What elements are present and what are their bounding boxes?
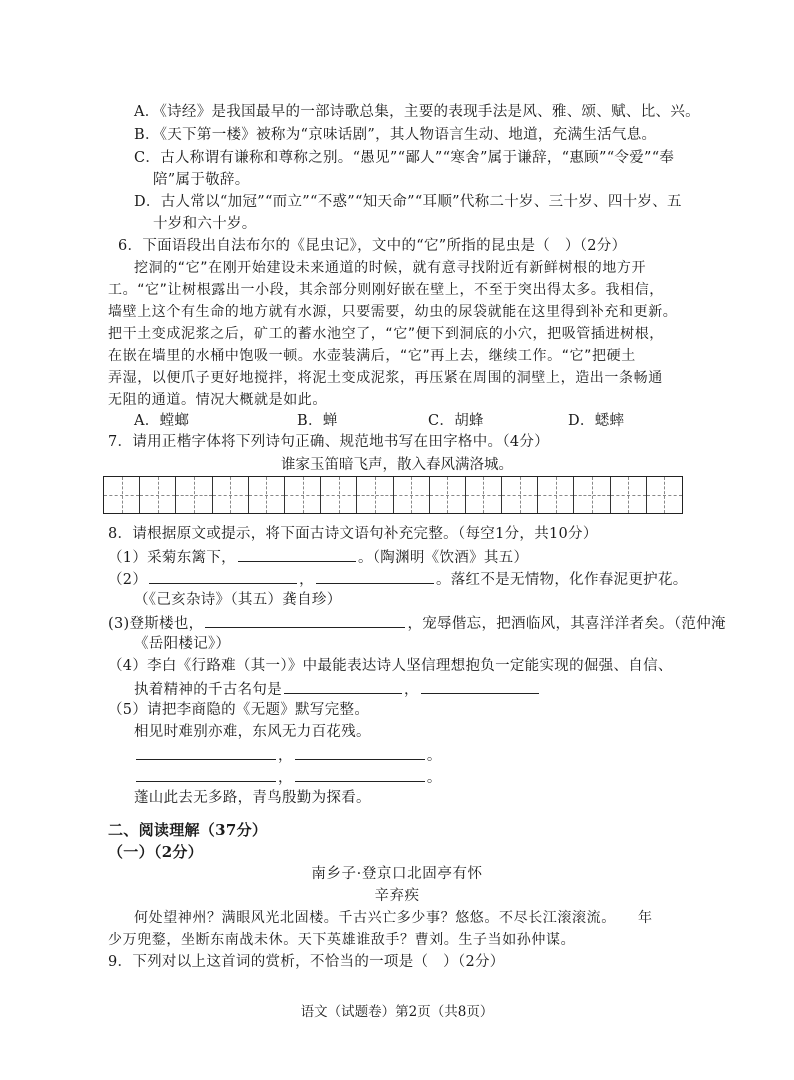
q8-item2-comma: ， bbox=[299, 572, 314, 588]
page-footer: 语文（试题卷）第2页（共8页） bbox=[300, 1004, 494, 1020]
answer-blank[interactable] bbox=[295, 766, 425, 782]
q6-option-b: B．蝉 bbox=[297, 413, 338, 429]
q8-item5-given-line2: 蓬山此去无多路，青鸟殷勤为探看。 bbox=[134, 790, 371, 806]
poem-title: 南乡子·登京口北固亭有怀 bbox=[311, 866, 483, 882]
q5-option-b: B．《天下第一楼》被称为“京味话剧”，其人物语言生动、地道，充满生活气息。 bbox=[134, 127, 657, 143]
answer-blank[interactable] bbox=[421, 678, 539, 694]
poem-author: 辛弃疾 bbox=[374, 888, 420, 904]
grid-cell[interactable] bbox=[430, 477, 466, 513]
q8-stem: 8．请根据原文或提示，将下面古诗文语句补充完整。（每空1分，共10分） bbox=[108, 526, 598, 542]
grid-cell[interactable] bbox=[538, 477, 574, 513]
poem-line2: 少万兜鍪，坐断东南战未休。天下英雄谁敌手？曹刘。生子当如孙仲谋。 bbox=[108, 932, 576, 948]
grid-cell[interactable] bbox=[176, 477, 212, 513]
q6-passage-line1: 挖洞的“它”在刚开始建设未来通道的时候，就有意寻找附近有新鲜树根的地方开 bbox=[134, 260, 647, 276]
grid-cell[interactable] bbox=[249, 477, 285, 513]
answer-blank[interactable] bbox=[295, 744, 425, 760]
grid-cell[interactable] bbox=[213, 477, 249, 513]
grid-cell[interactable] bbox=[104, 477, 140, 513]
q8-item3-source: 《岳阳楼记》） bbox=[134, 636, 231, 652]
q8-item2 bbox=[108, 568, 688, 590]
answer-blank[interactable] bbox=[136, 744, 276, 760]
q8-item5-blank-line1 bbox=[134, 744, 442, 766]
grid-cell[interactable] bbox=[140, 477, 176, 513]
q5-option-c-line2: 陪”属于敬辞。 bbox=[153, 172, 250, 188]
grid-cell[interactable] bbox=[321, 477, 357, 513]
q6-passage-line6: 弄湿，以便爪子更好地搅拌，将泥土变成泥浆，再压紧在周围的洞壁上，造出一条畅通 bbox=[108, 370, 663, 386]
q8-item1 bbox=[108, 546, 528, 568]
q8-item1-text: （1）采菊东篱下， bbox=[108, 550, 236, 566]
q8-item1-source: 。（陶渊明《饮酒》其五） bbox=[357, 550, 529, 566]
answer-blank[interactable] bbox=[284, 678, 402, 694]
q8-item5-period: 。 bbox=[426, 770, 442, 786]
q6-passage-line7: 无阻的通道。情况大概就是如此。 bbox=[108, 392, 327, 408]
answer-blank[interactable] bbox=[238, 546, 356, 562]
q8-item5-period: 。 bbox=[426, 748, 442, 764]
q8-item4-line2 bbox=[134, 678, 541, 700]
section-part-title: （一）（2分） bbox=[108, 843, 204, 861]
q7-stem: 7．请用正楷字体将下列诗句正确、规范地书写在田字格中。（4分） bbox=[108, 434, 549, 450]
q9-stem: 9．下列对以上这首词的赏析，不恰当的一项是（ ）（2分） bbox=[108, 954, 505, 970]
grid-cell[interactable] bbox=[285, 477, 321, 513]
q8-item2-source: （《己亥杂诗》（其五）龚自珍） bbox=[134, 592, 342, 608]
q5-option-c-line1: C．古人称谓有谦称和尊称之别。“愚见”“鄙人”“寒舍”属于谦辞，“惠顾”“令爱”“奉 bbox=[134, 150, 675, 166]
q8-item5-blank-line2 bbox=[134, 766, 442, 788]
q6-option-d: D．蟋蟀 bbox=[568, 413, 625, 429]
q8-item3-text: (3)登斯楼也， bbox=[108, 616, 204, 632]
q8-item4-text: 执着精神的千古名句是 bbox=[134, 682, 282, 698]
grid-cell[interactable] bbox=[357, 477, 393, 513]
q6-passage-line4: 把干土变成泥浆之后，矿工的蓄水池空了，“它”便下到洞底的小穴，把吸管插进树根， bbox=[108, 326, 664, 342]
q8-item4-comma: ， bbox=[404, 682, 419, 698]
q8-item5-comma: ， bbox=[278, 770, 293, 786]
answer-blank[interactable] bbox=[149, 568, 297, 584]
q8-item3 bbox=[108, 612, 726, 634]
poem-line1: 何处望神州？满眼风光北固楼。千古兴亡多少事？悠悠。不尽长江滚滚流。 年 bbox=[134, 910, 653, 926]
q8-item2-label: （2） bbox=[108, 572, 148, 588]
grid-cell[interactable] bbox=[466, 477, 502, 513]
tianzige-grid[interactable] bbox=[103, 476, 683, 514]
q6-passage-line5: 在嵌在墙里的水桶中饱吸一顿。水壶装满后，“它”再上去，继续工作。“它”把硬土 bbox=[108, 348, 636, 364]
q8-item3-rest: ，宠辱偕忘，把酒临风，其喜洋洋者矣。（范仲淹 bbox=[407, 616, 726, 632]
grid-cell[interactable] bbox=[574, 477, 610, 513]
grid-cell[interactable] bbox=[394, 477, 430, 513]
q6-option-c: C．胡蜂 bbox=[428, 413, 484, 429]
section-title: 二、阅读理解（37分） bbox=[108, 821, 268, 839]
q5-option-a: A．《诗经》是我国最早的一部诗歌总集，主要的表现手法是风、雅、颂、赋、比、兴。 bbox=[134, 104, 700, 120]
q6-option-a: A．螳螂 bbox=[134, 413, 190, 429]
q8-item4-line1: （4）李白《行路难（其一）》中最能表达诗人坚信理想抱负一定能实现的倔强、自信、 bbox=[108, 658, 673, 674]
q8-item2-text: 。落红不是无情物，化作春泥更护花。 bbox=[435, 572, 688, 588]
q6-passage-line2: 工。“它”让树根露出一小段，其余部分则刚好嵌在壁上，不至于突出得太多。我相信， bbox=[108, 282, 664, 298]
q6-stem: 6．下面语段出自法布尔的《昆虫记》，文中的“它”所指的昆虫是（ ）（2分） bbox=[118, 238, 627, 254]
grid-cell[interactable] bbox=[502, 477, 538, 513]
answer-blank[interactable] bbox=[136, 766, 276, 782]
q5-option-d-line1: D．古人常以“加冠”“而立”“不惑”“知天命”“耳顺”代称二十岁、三十岁、四十岁、五 bbox=[134, 194, 682, 210]
q5-option-d-line2: 十岁和六十岁。 bbox=[153, 216, 257, 232]
q6-passage-line3: 墙壁上这个有生命的地方就有水源，只要需要，幼虫的尿袋就能在这里得到补充和更新。 bbox=[108, 304, 678, 320]
q7-poem: 谁家玉笛暗飞声，散入春风满洛城。 bbox=[281, 457, 513, 473]
grid-cell[interactable] bbox=[611, 477, 647, 513]
q8-item5-stem: （5）请把李商隐的《无题》默写完整。 bbox=[108, 702, 370, 718]
answer-blank[interactable] bbox=[205, 612, 405, 628]
q8-item5-comma: ， bbox=[278, 748, 293, 764]
q8-item5-given-line1: 相见时难别亦难，东风无力百花残。 bbox=[134, 724, 371, 740]
grid-cell[interactable] bbox=[647, 477, 682, 513]
answer-blank[interactable] bbox=[316, 568, 434, 584]
